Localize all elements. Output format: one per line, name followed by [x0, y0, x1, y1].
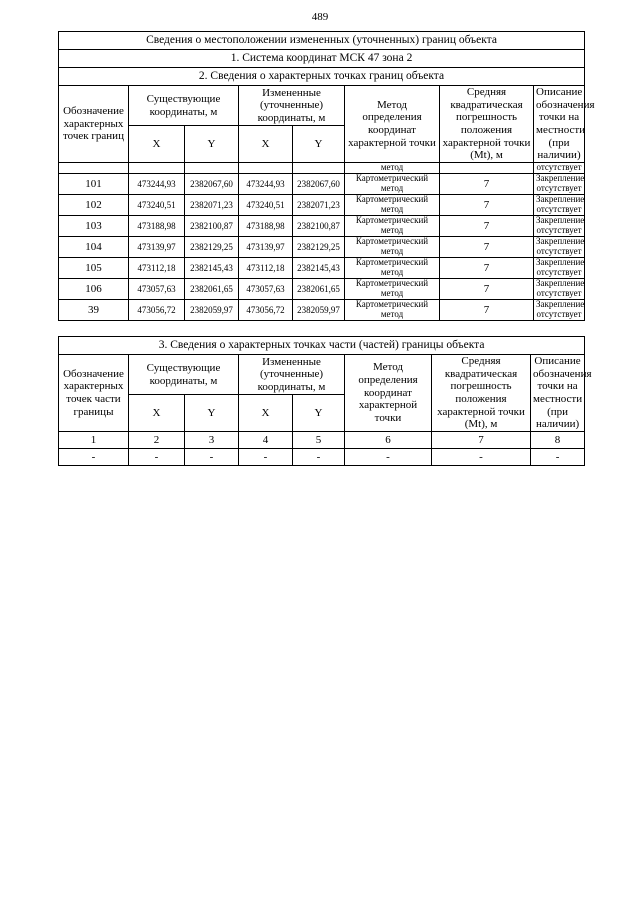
header-accuracy: Средняя квадратическая погрешность положения характерной точки (Mt), м	[432, 355, 531, 432]
cell-existing-y: 2382061,65	[185, 278, 239, 299]
cell-accuracy: 7	[440, 278, 534, 299]
cell-point: 104	[59, 236, 129, 257]
header-changed-x: X	[239, 395, 293, 432]
empty-cell: -	[293, 449, 345, 466]
cell-method: Картометрический метод	[345, 236, 440, 257]
cell-changed-y: 2382100,87	[293, 215, 345, 236]
cell-method: метод	[345, 162, 440, 173]
cell-changed-x: 473139,97	[239, 236, 293, 257]
table-row	[59, 194, 585, 215]
col-number: 7	[432, 432, 531, 449]
cell-existing-y: 2382059,97	[185, 299, 239, 320]
header-description: Описание обозначения точки на местности (при наличии)	[534, 86, 585, 163]
cell-description: Закрепление отсутствует	[534, 257, 585, 278]
header-existing: Существующие координаты, м	[129, 355, 239, 395]
cell-accuracy: 7	[440, 257, 534, 278]
cell-changed-x: 473057,63	[239, 278, 293, 299]
header-point: Обозначение характерных точек части границы	[59, 355, 129, 432]
cell-method: Картометрический метод	[345, 173, 440, 194]
header-method: Метод определения координат характерной точки	[345, 86, 440, 163]
cell-accuracy: 7	[440, 236, 534, 257]
cell-changed-y: 2382129,25	[293, 236, 345, 257]
table-row	[59, 299, 585, 320]
table-row	[59, 173, 585, 194]
cell-method: Картометрический метод	[345, 278, 440, 299]
empty-cell: -	[129, 449, 185, 466]
header-existing-x: X	[129, 395, 185, 432]
table-title: Сведения о местоположении измененных (уточненных) границ объекта	[59, 32, 585, 50]
header-method: Метод определения координат характерной точки	[345, 355, 432, 432]
header-existing: Существующие координаты, м	[129, 86, 239, 126]
cell-existing-x: 473240,51	[129, 194, 185, 215]
col-number: 2	[129, 432, 185, 449]
table-row	[59, 278, 585, 299]
cell-accuracy: 7	[440, 215, 534, 236]
cell-changed-y: 2382061,65	[293, 278, 345, 299]
col-number: 6	[345, 432, 432, 449]
cell-point: 101	[59, 173, 129, 194]
cell-description: Закрепление отсутствует	[534, 215, 585, 236]
cell-accuracy: 7	[440, 194, 534, 215]
cell-description: Закрепление отсутствует	[534, 194, 585, 215]
table-row	[59, 257, 585, 278]
section-boundary-points: 2. Сведения о характерных точках границ объекта	[59, 68, 585, 86]
coordinate-system: 1. Система координат МСК 47 зона 2	[59, 50, 585, 68]
table-row	[59, 162, 585, 173]
cell-description: Закрепление отсутствует	[534, 299, 585, 320]
part-boundary-points-table	[58, 336, 592, 466]
cell-description: отсутствует	[534, 162, 585, 173]
cell-method: Картометрический метод	[345, 299, 440, 320]
header-changed: Измененные (уточненные) координаты, м	[239, 86, 345, 126]
empty-cell: -	[345, 449, 432, 466]
cell-description: Закрепление отсутствует	[534, 236, 585, 257]
header-accuracy: Средняя квадратическая погрешность положения характерной точки (Mt), м	[440, 86, 534, 163]
cell-description: Закрепление отсутствует	[534, 173, 585, 194]
header-existing-y: Y	[185, 126, 239, 162]
cell-existing-y: 2382067,60	[185, 173, 239, 194]
cell-method: Картометрический метод	[345, 194, 440, 215]
cell-existing-y: 2382145,43	[185, 257, 239, 278]
cell-changed-y: 2382071,23	[293, 194, 345, 215]
empty-data-row	[59, 449, 585, 466]
cell-changed-y: 2382145,43	[293, 257, 345, 278]
table-row	[59, 215, 585, 236]
cell-accuracy: 7	[440, 299, 534, 320]
col-number: 1	[59, 432, 129, 449]
cell-changed-x: 473188,98	[239, 215, 293, 236]
cell-changed-x: 473056,72	[239, 299, 293, 320]
cell-existing-x: 473112,18	[129, 257, 185, 278]
empty-cell: -	[239, 449, 293, 466]
cell-point: 105	[59, 257, 129, 278]
header-changed: Измененные (уточненные) координаты, м	[239, 355, 345, 395]
header-existing-x: X	[129, 126, 185, 162]
cell-existing-x: 473139,97	[129, 236, 185, 257]
cell-existing-y: 2382129,25	[185, 236, 239, 257]
empty-cell: -	[432, 449, 531, 466]
cell-existing-x: 473188,98	[129, 215, 185, 236]
header-changed-y: Y	[293, 126, 345, 162]
cell-existing-x: 473057,63	[129, 278, 185, 299]
cell-changed-y: 2382067,60	[293, 173, 345, 194]
column-numbers-row	[59, 432, 585, 449]
cell-existing-x: 473056,72	[129, 299, 185, 320]
cell-point: 39	[59, 299, 129, 320]
header-existing-y: Y	[185, 395, 239, 432]
rows-body	[59, 173, 585, 320]
page-number: 489	[311, 11, 329, 23]
empty-cell: -	[185, 449, 239, 466]
cell-point: 103	[59, 215, 129, 236]
cell-changed-x: 473112,18	[239, 257, 293, 278]
cell-point: 102	[59, 194, 129, 215]
section-part-boundary-points: 3. Сведения о характерных точках части (частей) границы объекта	[59, 337, 585, 355]
cell-method: Картометрический метод	[345, 257, 440, 278]
cell-existing-y: 2382100,87	[185, 215, 239, 236]
col-number: 5	[293, 432, 345, 449]
cell-method: Картометрический метод	[345, 215, 440, 236]
table-row	[59, 236, 585, 257]
cell-point: 106	[59, 278, 129, 299]
boundary-points-table	[58, 31, 595, 321]
header-point: Обозначение характерных точек границ	[59, 86, 129, 163]
header-changed-x: X	[239, 126, 293, 162]
header-changed-y: Y	[293, 395, 345, 432]
col-number: 8	[531, 432, 585, 449]
col-number: 3	[185, 432, 239, 449]
empty-cell: -	[59, 449, 129, 466]
cell-description: Закрепление отсутствует	[534, 278, 585, 299]
cell-changed-x: 473244,93	[239, 173, 293, 194]
empty-cell: -	[531, 449, 585, 466]
col-number: 4	[239, 432, 293, 449]
cell-accuracy: 7	[440, 173, 534, 194]
header-description: Описание обозначения точки на местности (при наличии)	[531, 355, 585, 432]
cell-existing-x: 473244,93	[129, 173, 185, 194]
cell-changed-x: 473240,51	[239, 194, 293, 215]
cell-changed-y: 2382059,97	[293, 299, 345, 320]
cell-existing-y: 2382071,23	[185, 194, 239, 215]
